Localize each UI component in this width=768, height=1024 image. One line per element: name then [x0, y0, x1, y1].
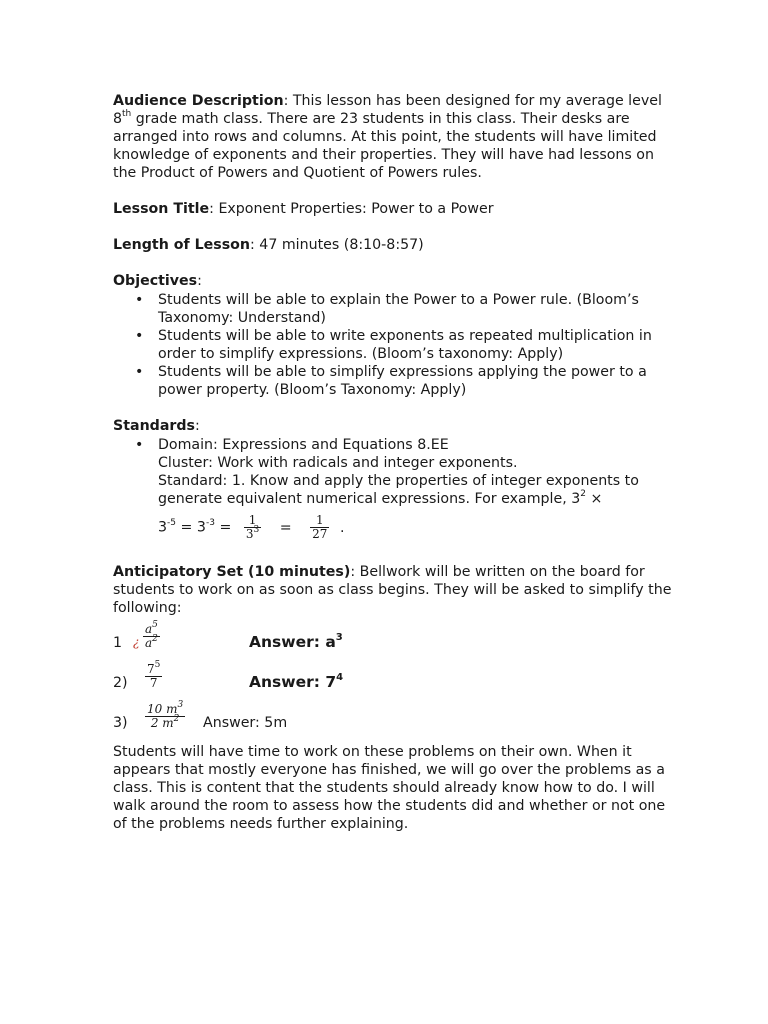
anticipatory-label: Anticipatory Set (10 minutes) [113, 564, 351, 580]
standards-domain: Domain: Expressions and Equations 8.EE [158, 437, 449, 453]
lesson-title-label: Lesson Title [113, 201, 210, 217]
list-item: • Students will be able to write exponents as repeated multiplication in order to simplify expressions. (Bloom’s taxonomy: Apply) [113, 327, 673, 363]
standards-example: $3^{-5} = 3^{-3}$ = $\frac{1}{3^3}$ = $\frac{1}{27}$ . [158, 513, 345, 541]
anticipatory-closing: Students will have time to work on these problems on their own. When it appears that mostly everyone has finished, we will go over the problems as a class. This is content that the students should already know how to do. I will walk around the room to assess how the students did and whether or not one of the problems needs further explaining. [113, 744, 666, 832]
length-value: : 47 minutes (8:10-8:57) [250, 237, 424, 253]
standards-cluster: Cluster: Work with radicals and integer exponents. [158, 455, 518, 471]
list-item: • Domain: Expressions and Equations 8.EE Cluster: Work with radicals and integer exponents. Standard: 1. Know and apply the properties of integer exponents to generate equivalent numerical expressions. For example, $3^2$ × $3^{-5} = 3^{-3}$ = $\frac{1}{3^3}$ = $\frac{1}{27}$ . [113, 436, 673, 541]
lesson-title-value: : Exponent Properties: Power to a Power [209, 201, 494, 217]
length-label: Length of Lesson [113, 237, 250, 253]
problem-2-fraction: $\frac{7^5}{7}$ [147, 660, 161, 690]
objectives-label: Objectives [113, 273, 198, 289]
problem-2: 2) $\frac{7^5}{7}$ Answer: $7^4$ [113, 660, 344, 691]
lesson-length [113, 236, 673, 254]
list-item: • Students will be able to explain the Power to a Power rule. (Bloom’s Taxonomy: Understand) [113, 291, 673, 327]
problem-2-answer: Answer: $7^4$ [249, 671, 344, 691]
example-fraction-1: $\frac{1}{3^3}$ [245, 513, 260, 541]
audience-text-a: : This lesson has been designed for my average level 8 [113, 93, 662, 127]
problem-1-answer: Answer: $a^3$ [249, 631, 343, 651]
objectives-list [113, 291, 673, 399]
problem-3: 3) $\frac{10 m^3}{2 m^2}$ Answer: 5m [113, 700, 288, 731]
problem-3-fraction: $\frac{10 m^3}{2 m^2}$ [147, 700, 184, 730]
standards-list [113, 436, 673, 541]
standards-text: Standard: 1. Know and apply the properties of integer exponents to generate equivalent numerical expressions. For example, 3 [158, 473, 639, 507]
red-mark-icon: ¿ [133, 635, 140, 649]
audience-description [113, 92, 673, 182]
lesson-plan-page [113, 92, 673, 833]
audience-sup: th [122, 109, 132, 120]
objectives-heading: Objectives: [113, 273, 202, 289]
audience-label: Audience Description [113, 93, 284, 109]
standards-heading: Standards: [113, 418, 200, 434]
problem-3-answer: Answer: 5m [203, 715, 288, 731]
problem-1-fraction: $\frac{a^5}{a^2}$ [145, 620, 158, 650]
problem-1: 1 ¿ $\frac{a^5}{a^2}$ Answer: $a^3$ [113, 620, 343, 651]
standards-label: Standards [113, 418, 196, 434]
list-item: • Students will be able to simplify expressions applying the power to a power property. (Bloom’s Taxonomy: Apply) [113, 363, 673, 399]
audience-text-b: grade math class. There are 23 students in this class. Their desks are arranged into rows and columns. At this point, the students will have limited knowledge of exponents and their properties. They will have had lessons on the Product of Powers and Quotient of Powers rules. [113, 111, 657, 181]
lesson-title [113, 200, 673, 218]
example-fraction-2: $\frac{1}{27}$ [312, 513, 328, 541]
anticipatory-intro: : Bellwork will be written on the board for students to work on as soon as class begins. They will be asked to simplify the following: [113, 564, 672, 616]
anticipatory-set [113, 563, 673, 617]
